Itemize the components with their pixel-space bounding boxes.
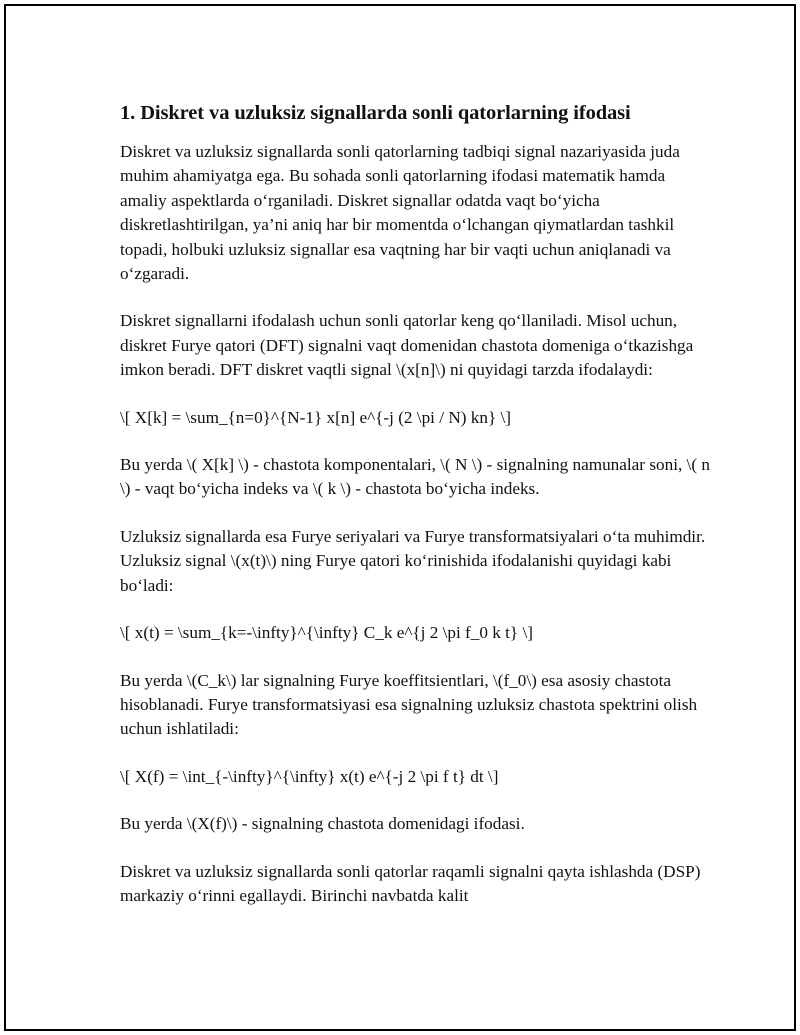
formula-fourier-series: \[ x(t) = \sum_{k=-\infty}^{\infty} C_k e^{j 2 \pi f_0 k t} \] xyxy=(120,623,533,643)
paragraph-frequency-domain: Bu yerda \(X(f)\) - signalning chastota domenidagi ifodasi. xyxy=(120,814,525,834)
paragraph-fourier-coefficients: Bu yerda \(C_k\) lar signalning Furye koeffitsientlari, \(f_0\) esa asosiy chastota hisoblanadi. Furye transformatsiyasi esa signalning uzluksiz chastota spektrini olish uchun ishlatiladi: xyxy=(120,670,698,739)
paragraph-dft-terms: Bu yerda \( X[k] \) - chastota komponentalari, \( N \) - signalning namunalar soni, \( n \) - vaqt bo‘yicha indeks va \( k \) - chastota bo‘yicha indeks. xyxy=(120,455,710,499)
document-content xyxy=(120,100,710,931)
paragraph-continuous-signals: Uzluksiz signallarda esa Furye seriyalari va Furye transformatsiyalari o‘ta muhimdir. Uzluksiz signal \(x(t)\) ning Furye qatori ko‘rinishida ifodalanishi quyidagi kabi bo‘ladi: xyxy=(120,526,706,595)
formula-dft: \[ X[k] = \sum_{n=0}^{N-1} x[n] e^{-j (2 \pi / N) kn} \] xyxy=(120,407,511,427)
paragraph-intro: Diskret va uzluksiz signallarda sonli qatorlarning tadbiqi signal nazariyasida juda muhim ahamiyatga ega. Bu sohada sonli qatorlarning ifodasi matematik hamda amaliy aspektlarda o‘rganiladi. Diskret signallar odatda vaqt bo‘yicha diskretlashtirilgan, ya’ni aniq har bir momentda o‘lchangan qiymatlardan tashkil topadi, holbuki uzluksiz signallar esa vaqtning har bir vaqti uchun aniqlanadi va o‘zgaradi. xyxy=(120,142,680,284)
paragraph-discrete-signals: Diskret signallarni ifodalash uchun sonli qatorlar keng qo‘llaniladi. Misol uchun, diskret Furye qatori (DFT) signalni vaqt domenidan chastota domeniga o‘tkazishga imkon beradi. DFT diskret vaqtli signal \(x[n]\) ni quyidagi tarzda ifodalaydi: xyxy=(120,311,694,380)
formula-fourier-transform: \[ X(f) = \int_{-\infty}^{\infty} x(t) e^{-j 2 \pi f t} dt \] xyxy=(120,766,499,786)
document-page xyxy=(4,4,796,1031)
section-heading: 1. Diskret va uzluksiz signallarda sonli qatorlarning ifodasi xyxy=(120,102,631,124)
paragraph-dsp: Diskret va uzluksiz signallarda sonli qatorlar raqamli signalni qayta ishlashda (DSP) markaziy o‘rinni egallaydi. Birinchi navbatda kalit xyxy=(120,861,701,905)
